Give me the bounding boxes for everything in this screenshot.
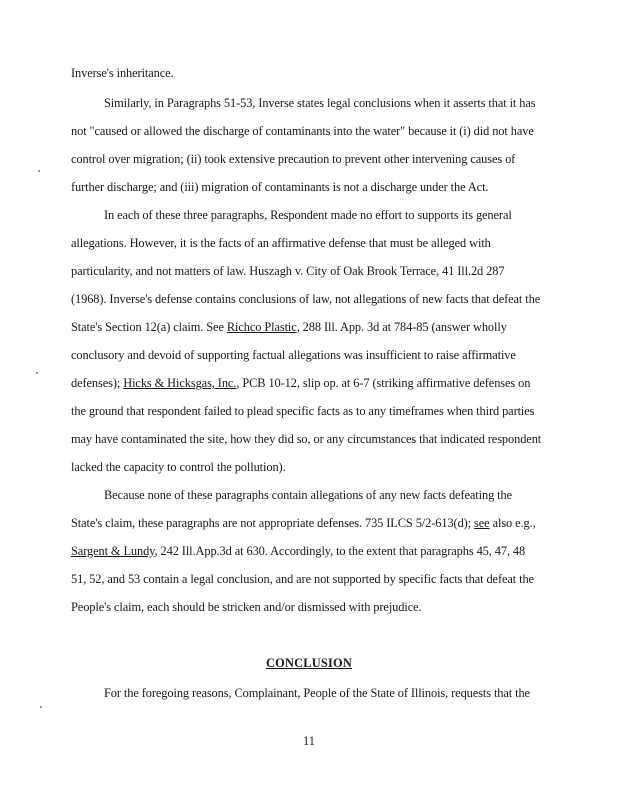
text-segment: , 242 Ill.App.3d at 630. Accordingly, to the extent that paragraphs 45, 47, 48: [154, 544, 526, 558]
case-citation: Richco Plastic: [226, 320, 297, 334]
text-line-5: [71, 180, 541, 195]
text-segment: particularity, and not matters of law. Huszagh v. City of Oak Brook Terrace, 41 Ill.2d 287: [71, 264, 505, 278]
conclusion-heading: CONCLUSION: [266, 656, 352, 670]
text-segment: control over migration; (ii) took extensive precaution to prevent other intervening causes of: [71, 152, 516, 166]
text-segment: State's claim, these paragraphs are not appropriate defenses. 735 ILCS 5/2-613(d);: [71, 516, 475, 530]
text-line-16: [104, 488, 574, 503]
text-segment: defenses);: [71, 376, 124, 390]
text-line-3: [71, 124, 541, 139]
text-segment: conclusory and devoid of supporting factual allegations was insufficient to raise affirmative: [71, 348, 516, 362]
text-segment: 51, 52, and 53 contain a legal conclusion, and are not supported by specific facts that defeat the: [71, 572, 534, 586]
text-line-15: [71, 460, 541, 475]
page-number: 11: [303, 734, 315, 748]
text-line-13: [71, 404, 541, 419]
scan-speck: [40, 706, 42, 708]
case-citation: Sargent & Lundy: [71, 544, 155, 558]
text-line-1: [71, 66, 541, 81]
text-line-17: [71, 516, 541, 531]
text-line-20: [71, 600, 541, 615]
text-segment: also e.g.,: [489, 516, 536, 530]
text-segment: Similarly, in Paragraphs 51-53, Inverse states legal conclusions when it asserts that it has: [104, 96, 536, 110]
text-segment: People's claim, each should be stricken and/or dismissed with prejudice.: [71, 600, 422, 614]
text-line-7: [71, 236, 541, 251]
text-segment: the ground that respondent failed to plead specific facts as to any timeframes when third parties: [71, 404, 535, 418]
text-segment: allegations. However, it is the facts of an affirmative defense that must be alleged with: [71, 236, 491, 250]
text-segment: lacked the capacity to control the pollution).: [71, 460, 286, 474]
text-line-19: [71, 572, 541, 587]
scan-speck: [38, 170, 40, 172]
text-segment: For the foregoing reasons, Complainant, People of the State of Illinois, requests that the: [104, 686, 530, 700]
scan-speck: [36, 372, 38, 374]
text-segment: Inverse's inheritance.: [71, 66, 174, 80]
text-line-18: [71, 544, 541, 559]
text-segment: , PCB 10-12, slip op. at 6-7 (striking affirmative defenses on: [236, 376, 531, 390]
case-citation: Hicks & Hicksgas, Inc.: [123, 376, 237, 390]
text-segment: further discharge; and (iii) migration of contaminants is not a discharge under the Act.: [71, 180, 489, 194]
text-line-4: [71, 152, 541, 167]
text-segment: may have contaminated the site, how they did so, or any circumstances that indicated respondent: [71, 432, 542, 446]
text-segment: , 288 Ill. App. 3d at 784-85 (answer wholly: [296, 320, 507, 334]
text-line-10: [71, 320, 541, 335]
text-line-6: [104, 208, 574, 223]
text-line-12: [71, 376, 541, 391]
text-segment: State's Section 12(a) claim. See: [71, 320, 227, 334]
text-line-14: [71, 432, 541, 447]
text-segment: Because none of these paragraphs contain allegations of any new facts defeating the: [104, 488, 512, 502]
text-line-11: [71, 348, 541, 363]
text-line-21: [104, 686, 574, 701]
text-segment: not "caused or allowed the discharge of contaminants into the water" because it (i) did not have: [71, 124, 534, 138]
text-line-9: [71, 292, 541, 307]
text-line-8: [71, 264, 541, 279]
text-segment: (1968). Inverse's defense contains conclusions of law, not allegations of new facts that defeat the: [71, 292, 541, 306]
text-line-2: [104, 96, 574, 111]
text-segment: In each of these three paragraphs, Respondent made no effort to supports its general: [104, 208, 512, 222]
case-citation: see: [474, 516, 490, 530]
